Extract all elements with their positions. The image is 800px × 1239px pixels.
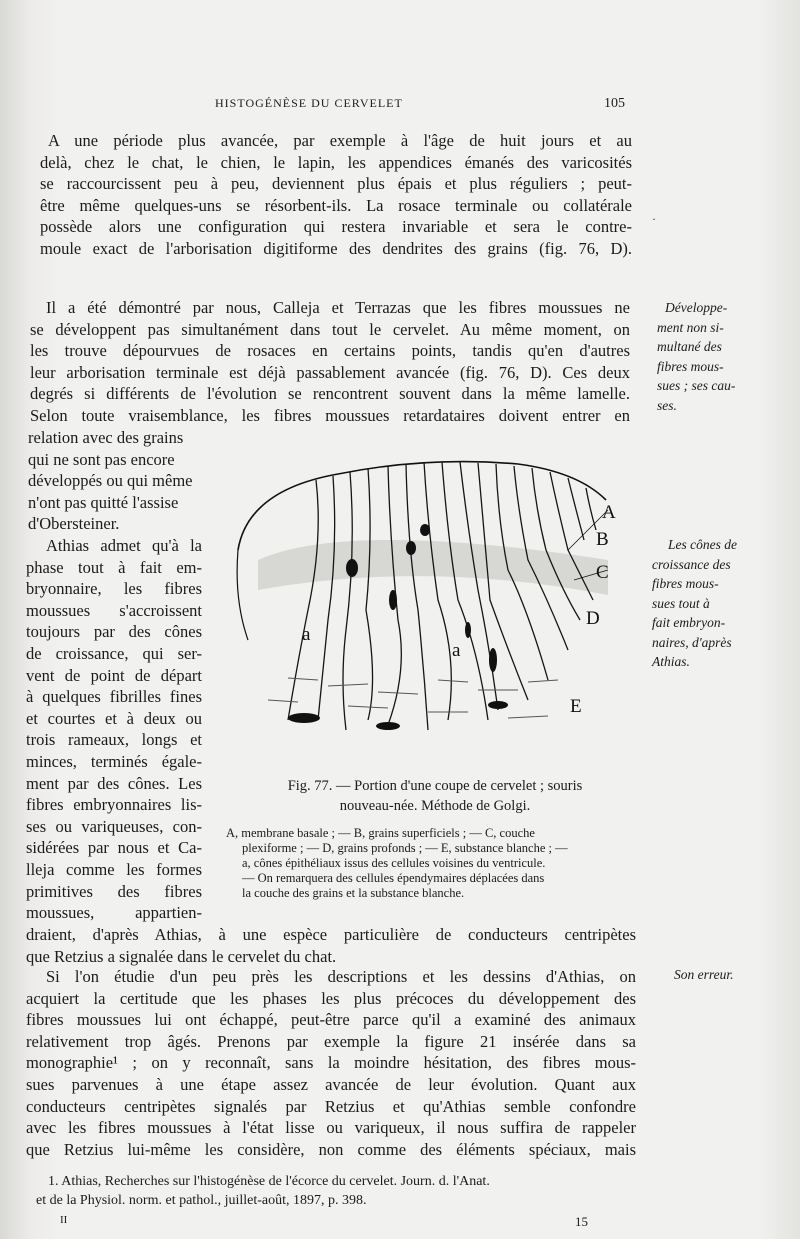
text-line: que Retzius lui-même les considère, non comme des éléments spéciaux, mais bbox=[26, 1139, 636, 1159]
text-line: Selon toute vraisemblance, les fibres moussues retardataires doivent entrer en bbox=[30, 405, 630, 425]
figure-caption bbox=[245, 776, 625, 816]
figure-label-D: D bbox=[586, 608, 600, 629]
white-matter-dashes bbox=[268, 678, 558, 718]
lamella-left-edge bbox=[237, 550, 248, 640]
text-line: fibres embryonnaires lis- bbox=[26, 795, 202, 815]
margin-note-line: fait embryon- bbox=[652, 615, 726, 630]
stray-mark: · bbox=[652, 212, 656, 226]
footnote-line: 1. Athias, Recherches sur l'histogénèse de l'écorce du cervelet. Journ. d. l'Anat. bbox=[48, 1174, 490, 1189]
margin-note-line: Les cônes de bbox=[668, 537, 737, 552]
text-line: toujours par des cônes bbox=[26, 622, 202, 642]
text-line: de croissance, qui ser- bbox=[26, 643, 202, 663]
margin-note-line: Son erreur. bbox=[674, 967, 734, 982]
text-line: ment par des cônes. Les bbox=[26, 773, 202, 793]
text-line: et courtes et à deux ou bbox=[26, 708, 202, 728]
text-line: vent de point de départ bbox=[26, 665, 202, 685]
paragraph-3-full bbox=[26, 924, 636, 967]
text-line: se raccourcissent peu à peu, deviennent plus épais et plus réguliers ; peut- bbox=[40, 174, 632, 194]
text-line: relativement trop âgés. Prenons par exemple la figure 21 insérée dans sa bbox=[26, 1031, 636, 1051]
text-line: phase tout à fait em- bbox=[26, 557, 202, 577]
text-line: draient, d'après Athias, à une espèce particulière de conducteurs centripètes bbox=[26, 925, 636, 944]
running-head: HISTOGÉNÈSE DU CERVELET bbox=[215, 96, 403, 110]
margin-note-3 bbox=[674, 965, 792, 985]
text-line: qui ne sont pas encore bbox=[28, 449, 175, 469]
margin-note-line: Athias. bbox=[652, 654, 690, 669]
page-number: 105 bbox=[604, 96, 625, 111]
legend-line: la couche des grains et la substance blanche. bbox=[242, 886, 465, 900]
figure-label-E: E bbox=[570, 696, 582, 717]
text-line: leur arborisation terminale est déjà passablement avancée (fig. 76, D). Ces deux bbox=[30, 362, 630, 382]
figure-77 bbox=[228, 450, 628, 750]
legend-line: a, cônes épithéliaux issus des cellules voisines du ventricule. bbox=[242, 856, 546, 870]
radial-fibers bbox=[288, 462, 596, 730]
text-line: n'ont pas quitté l'assise bbox=[28, 492, 179, 512]
paragraph-4 bbox=[26, 966, 636, 1160]
text-line: A une période plus avancée, par exemple à l'âge de huit jours et au bbox=[48, 131, 632, 150]
paragraph-2-narrow bbox=[28, 427, 208, 535]
margin-note-line: naires, d'après bbox=[652, 634, 732, 650]
figure-label-C: C bbox=[596, 562, 609, 583]
text-line: relation avec des grains bbox=[28, 428, 184, 447]
text-line: Si l'on étudie d'un peu près les descriptions et les dessins d'Athias, on bbox=[46, 967, 636, 986]
text-line: que Retzius a signalée dans le cervelet du chat. bbox=[26, 946, 337, 966]
figure-label-A: A bbox=[602, 502, 616, 523]
paragraph-3-narrow bbox=[26, 535, 202, 924]
margin-note-line: fibres mous- bbox=[652, 576, 719, 591]
folio-number: 15 bbox=[575, 1214, 588, 1229]
text-line: être même quelques-uns se résorbent-ils. La rosace terminale ou collatérale bbox=[40, 195, 632, 215]
text-line: moule exact de l'arborisation digitiforme des dendrites des grains (fig. 76, D). bbox=[40, 238, 632, 258]
text-line: minces, terminés égale- bbox=[26, 751, 202, 771]
margin-note-line: ment non si- bbox=[657, 319, 724, 335]
text-line: delà, chez le chat, le chien, le lapin, les appendices émanés des varicosités bbox=[40, 152, 632, 172]
figure-label-B: B bbox=[596, 529, 609, 550]
text-line: conducteurs centripètes signalés par Retzius et qu'Athias semble confondre bbox=[26, 1096, 636, 1116]
text-line: sues parvenues à une étape assez avancée de leur évolution. Quant aux bbox=[26, 1074, 636, 1094]
text-line: bryonnaire, les fibres bbox=[26, 579, 202, 599]
margin-note-line: croissance des bbox=[652, 556, 731, 572]
margin-note-line: Développe- bbox=[665, 300, 728, 315]
margin-note-1 bbox=[657, 298, 775, 415]
margin-note-line: fibres mous- bbox=[657, 358, 724, 374]
paragraph-1 bbox=[40, 130, 632, 260]
legend-line: A, membrane basale ; — B, grains superficiels ; — C, couche bbox=[226, 826, 535, 840]
text-line: acquiert la certitude que les phases les plus précoces du développement des bbox=[26, 988, 636, 1008]
cerebellum-section-drawing bbox=[228, 450, 628, 750]
figure-label-a-left: a bbox=[302, 624, 311, 645]
figure-label-a-center: a bbox=[452, 640, 461, 661]
text-line: les trouve dépourvues de rosaces en certains points, tandis qu'en d'autres bbox=[30, 341, 630, 361]
signature-mark: II bbox=[60, 1214, 68, 1226]
figure-caption-line-1: Fig. 77. — Portion d'une coupe de cervelet ; souris bbox=[287, 778, 583, 794]
text-line: monographie¹ ; on y reconnaît, sans la moindre hésitation, des fibres mous- bbox=[26, 1053, 636, 1073]
text-line: moussues, appartien- bbox=[26, 903, 202, 923]
superficial-grains-band bbox=[258, 540, 608, 595]
text-line: primitives des fibres bbox=[26, 881, 202, 901]
figure-legend bbox=[226, 826, 636, 901]
text-line: moussues s'accroissent bbox=[26, 600, 202, 620]
text-line: se développent pas simultanément dans tout le cervelet. Au même moment, on bbox=[30, 319, 630, 339]
margin-note-line: sues tout à bbox=[652, 595, 710, 611]
text-line: ses ou variqueuses, con- bbox=[26, 816, 202, 836]
text-line: développés ou qui même bbox=[28, 471, 193, 491]
footnote bbox=[36, 1172, 490, 1210]
margin-note-line: sues ; ses cau- bbox=[657, 378, 736, 393]
legend-line: plexiforme ; — D, grains profonds ; — E, substance blanche ; — bbox=[242, 841, 568, 855]
margin-note-2 bbox=[652, 535, 770, 672]
margin-note-line: multané des bbox=[657, 339, 722, 354]
figure-caption-line-2: nouveau-née. Méthode de Golgi. bbox=[339, 798, 531, 814]
legend-line: — On remarquera des cellules épendymaires déplacées dans bbox=[242, 871, 545, 885]
text-line: sidérées par nous et Ca- bbox=[26, 838, 202, 858]
text-line: avec les fibres moussues à l'état lisse ou variqueux, il nous suffira de rappeler bbox=[26, 1118, 636, 1138]
text-line: d'Obersteiner. bbox=[28, 514, 120, 534]
paragraph-2 bbox=[30, 297, 630, 427]
text-line: trois rameaux, longs et bbox=[26, 730, 202, 750]
text-line: possède alors une configuration qui restera invariable et sera le contre- bbox=[40, 217, 632, 237]
margin-note-line: ses. bbox=[657, 397, 677, 413]
text-line: lleja comme les formes bbox=[26, 859, 202, 879]
text-line: Athias admet qu'à la bbox=[46, 536, 202, 555]
text-line: degrés si différents de l'évolution se rencontrent souvent dans la même lamelle. bbox=[30, 384, 630, 404]
text-line: fibres moussues lui ont échappé, peut-être parce qu'il a examiné des animaux bbox=[26, 1010, 636, 1030]
footnote-line: et de la Physiol. norm. et pathol., juillet-août, 1897, p. 398. bbox=[36, 1193, 367, 1208]
text-line: à quelques fibrilles fines bbox=[26, 687, 202, 707]
text-line: Il a été démontré par nous, Calleja et Terrazas que les fibres moussues ne bbox=[46, 298, 630, 317]
